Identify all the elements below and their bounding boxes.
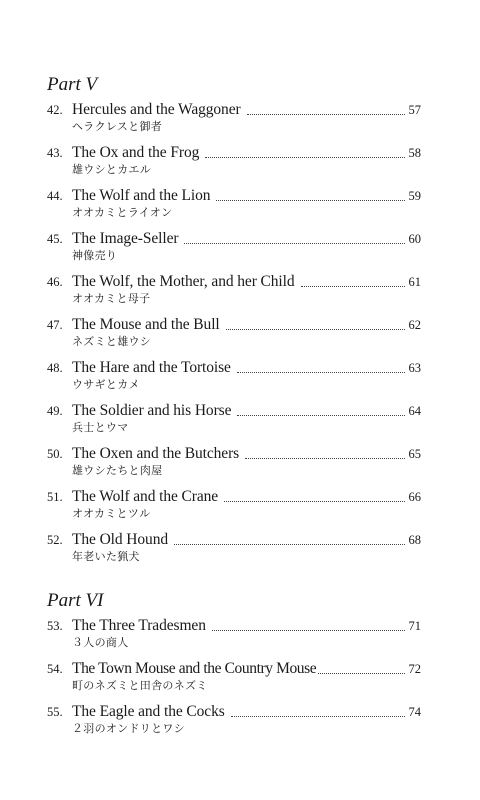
dot-leader [301,286,405,287]
dot-leader [318,673,404,674]
entry-title: The Wolf, the Mother, and her Child [72,273,295,290]
entry-number: 45. [47,232,63,246]
dot-leader [237,415,404,416]
entry-page-number: 59 [408,189,421,203]
entry-subtitle: オオカミとツル [72,507,151,520]
entry-number: 50. [47,447,63,461]
toc-entry[interactable] [47,658,421,693]
entry-page-number: 58 [408,146,421,160]
dot-leader [205,157,404,158]
entry-title: The Ox and the Frog [72,144,200,161]
dot-leader [174,544,405,545]
toc-entry[interactable] [47,99,421,134]
entry-page-number: 74 [408,705,421,719]
dot-leader [226,329,405,330]
dot-leader [224,501,404,502]
toc-entry[interactable] [47,486,421,521]
entry-subtitle: ３人の商人 [72,636,129,649]
dot-leader [184,243,404,244]
entry-page-number: 66 [408,490,421,504]
entry-number: 43. [47,146,63,160]
entry-subtitle: 雄ウシたちと肉屋 [72,464,163,477]
entry-page-number: 62 [408,318,421,332]
entry-number: 54. [47,662,63,676]
entry-subtitle: ウサギとカメ [72,378,140,391]
dot-leader [231,716,405,717]
entry-number: 47. [47,318,63,332]
entry-title: The Soldier and his Horse [72,402,232,419]
toc-entry[interactable] [47,443,421,478]
entry-number: 46. [47,275,63,289]
entry-title: The Oxen and the Butchers [72,445,240,462]
entry-subtitle: ヘラクレスと御者 [72,120,163,133]
entry-title: The Hare and the Tortoise [72,359,231,376]
toc-entry[interactable] [47,615,421,650]
entry-title: The Three Tradesmen [72,617,206,634]
entry-title: The Wolf and the Lion [72,187,211,204]
entry-subtitle: 年老いた猟犬 [72,550,140,563]
entry-subtitle: 雄ウシとカエル [72,163,152,176]
toc-entry[interactable] [47,701,421,736]
entry-page-number: 71 [408,619,421,633]
entry-title: The Eagle and the Cocks [72,703,225,720]
toc-entry[interactable] [47,314,421,349]
dot-leader [216,200,404,201]
entry-subtitle: 兵士とウマ [72,421,129,434]
toc-entry[interactable] [47,185,421,220]
entry-number: 48. [47,361,63,375]
entry-title: Hercules and the Waggoner [72,101,241,118]
entry-page-number: 64 [408,404,421,418]
entry-number: 55. [47,705,63,719]
entry-page-number: 65 [408,447,421,461]
section-heading-part-v: Part V [47,74,98,95]
entry-number: 49. [47,404,63,418]
toc-entry[interactable] [47,400,421,435]
entry-subtitle: ネズミと雄ウシ [72,335,152,348]
entry-title: The Old Hound [72,531,168,548]
entry-subtitle: 町のネズミと田舎のネズミ [72,679,208,692]
dot-leader [212,630,405,631]
toc-entry[interactable] [47,357,421,392]
entry-page-number: 61 [408,275,421,289]
entry-page-number: 72 [408,662,421,676]
toc-entry[interactable] [47,228,421,263]
entry-page-number: 60 [408,232,421,246]
entry-number: 44. [47,189,63,203]
dot-leader [247,114,405,115]
entry-title: The Image-Seller [72,230,179,247]
entry-subtitle: 神像売り [72,249,118,262]
section-heading-part-vi: Part VI [47,590,104,611]
entry-subtitle: オオカミと母子 [72,292,151,305]
dot-leader [237,372,405,373]
entry-number: 42. [47,103,63,117]
entry-subtitle: オオカミとライオン [72,206,173,219]
entry-number: 51. [47,490,63,504]
entry-title: The Town Mouse and the Country Mouse [72,660,317,677]
entry-page-number: 68 [408,533,421,547]
toc-entry[interactable] [47,271,421,306]
dot-leader [245,458,404,459]
entry-title: The Wolf and the Crane [72,488,219,505]
entry-page-number: 63 [408,361,421,375]
toc-entry[interactable] [47,142,421,177]
toc-entry[interactable] [47,529,421,564]
entry-number: 52. [47,533,63,547]
entry-number: 53. [47,619,63,633]
entry-title: The Mouse and the Bull [72,316,220,333]
entry-subtitle: ２羽のオンドリとワシ [72,722,185,735]
entry-page-number: 57 [408,103,421,117]
